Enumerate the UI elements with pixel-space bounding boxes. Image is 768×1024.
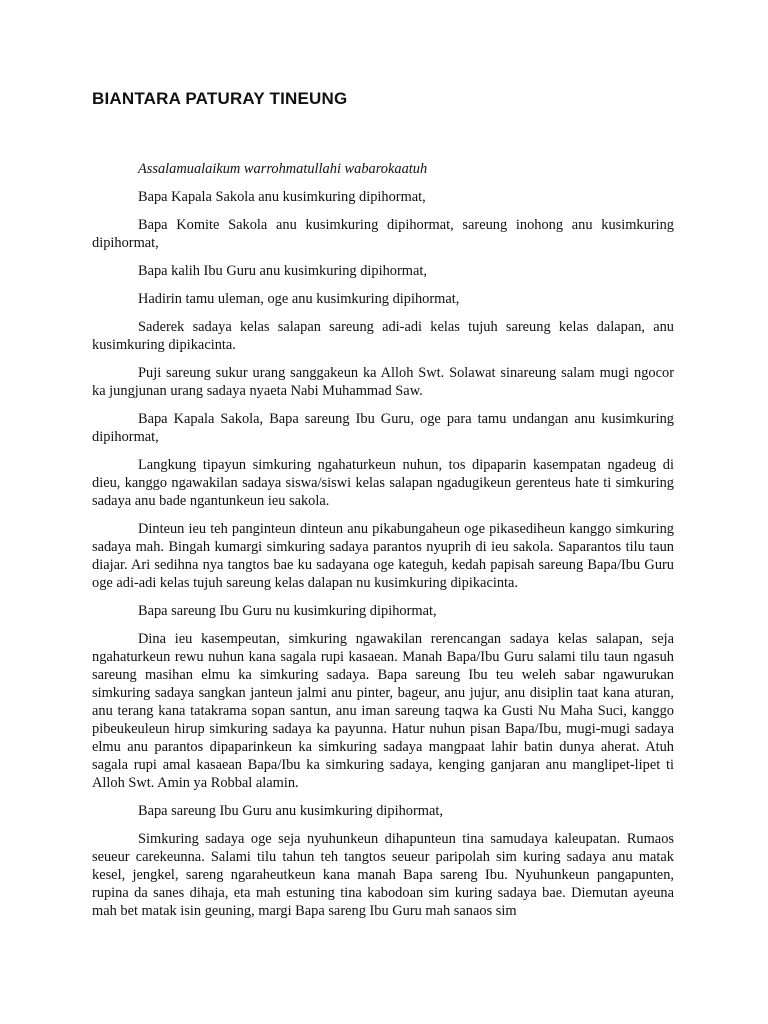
paragraph: Bapa Kapala Sakola, Bapa sareung Ibu Guru, oge para tamu undangan anu kusimkuring dipihormat, bbox=[92, 411, 674, 445]
paragraph: Bapa kalih Ibu Guru anu kusimkuring dipihormat, bbox=[138, 263, 427, 279]
paragraph: Bapa sareung Ibu Guru nu kusimkuring dipihormat, bbox=[138, 603, 437, 619]
paragraph: Hadirin tamu uleman, oge anu kusimkuring dipihormat, bbox=[138, 291, 460, 307]
paragraph: Dinteun ieu teh panginteun dinteun anu pikabungaheun oge pikasedihеun kanggo simkuring sadaya mah. Bingah kumargi simkuring sadaya parantos nyuprih di ieu sakola. Saparantos tilu taun diajar. Ari sedihna nya tangtos bae ku sadayana oge kateguh, kedah papisah sareung Bapa/Ibu Guru oge adi-adi kelas tujuh sareung kelas dalapan nu kusimkuring dipikacinta. bbox=[92, 521, 674, 591]
paragraph: Dina ieu kasempeutan, simkuring ngawakilan rerencangan sadaya kelas salapan, seja ngahaturkeun rewu nuhun kana sagala rupi kasaean. Manah Bapa/Ibu Guru salami tilu taun ngasuh sareung masihan elmu ka simkuring sadaya. Bapa sareung Ibu teu weleh sabar ngawurukan simkuring sadaya sangkan janteun jalmi anu pinter, bageur, anu jujur, anu disiplin taat kana aturan, anu terang kana tatakrama sopan santun, anu iman sareung taqwa ka Gusti Nu Maha Suci, kanggo pibeukeuleun hirup simkuring sadaya ka payunna. Hatur nuhun pisan Bapa/Ibu, mugi-mugi sadaya elmu anu parantos dipaparinkeun ka simkuring sadaya mangpaat lahir batin dunya aherat. Atuh sagala rupi amal kasaean Bapa/Ibu ka simkuring sadaya, kenging ganjaran anu manglipet-lipet ti Alloh Swt. Amin ya Robbal alamin. bbox=[92, 631, 674, 791]
paragraph: Langkung tipayun simkuring ngahaturkeun nuhun, tos dipaparin kasempatan ngadeug di dieu, kanggo ngawakilan sadaya siswa/siswi kelas salapan ngadugikeun gerenteus hate ti simkuring sadaya anu bade ngantunkeun ieu sakola. bbox=[92, 457, 674, 509]
paragraph: Bapa Komite Sakola anu kusimkuring dipihormat, sareung inohong anu kusimkuring dipihormat, bbox=[92, 217, 674, 251]
paragraph: Simkuring sadaya oge seja nyuhunkeun dihapunteun tina samudaya kaleupatan. Rumaos seueur carekeunna. Salami tilu tahun teh tangtos seueur paripolah sim kuring sadaya anu matak kesel, jengkel, sareng ngaraheutkeun kana manah Bapa sareng Ibu. Nyuhunkeun pangapunten, rupina da sanes dihaja, eta mah estuning tina kabodoan sim kuring sadaya bae. Diemutan ayeuna mah bet matak isin geuning, margi Bapa sareng Ibu Guru mah sanaos sim bbox=[92, 831, 674, 919]
paragraph: Saderek sadaya kelas salapan sareung adi-adi kelas tujuh sareung kelas dalapan, anu kusimkuring dipikacinta. bbox=[92, 319, 674, 353]
paragraph: Bapa sareung Ibu Guru anu kusimkuring dipihormat, bbox=[138, 803, 443, 819]
document-title: BIANTARA PATURAY TINEUNG bbox=[92, 89, 348, 108]
greeting-paragraph: Assalamualaikum warrohmatullahi wabarokaatuh bbox=[138, 161, 428, 177]
document-page bbox=[92, 88, 674, 930]
paragraph: Bapa Kapala Sakola anu kusimkuring dipihormat, bbox=[138, 189, 426, 205]
paragraph: Puji sareung sukur urang sanggakeun ka Alloh Swt. Solawat sinareung salam mugi ngocor ka jungjunan urang sadaya nyaeta Nabi Muhammad Saw. bbox=[92, 365, 674, 399]
